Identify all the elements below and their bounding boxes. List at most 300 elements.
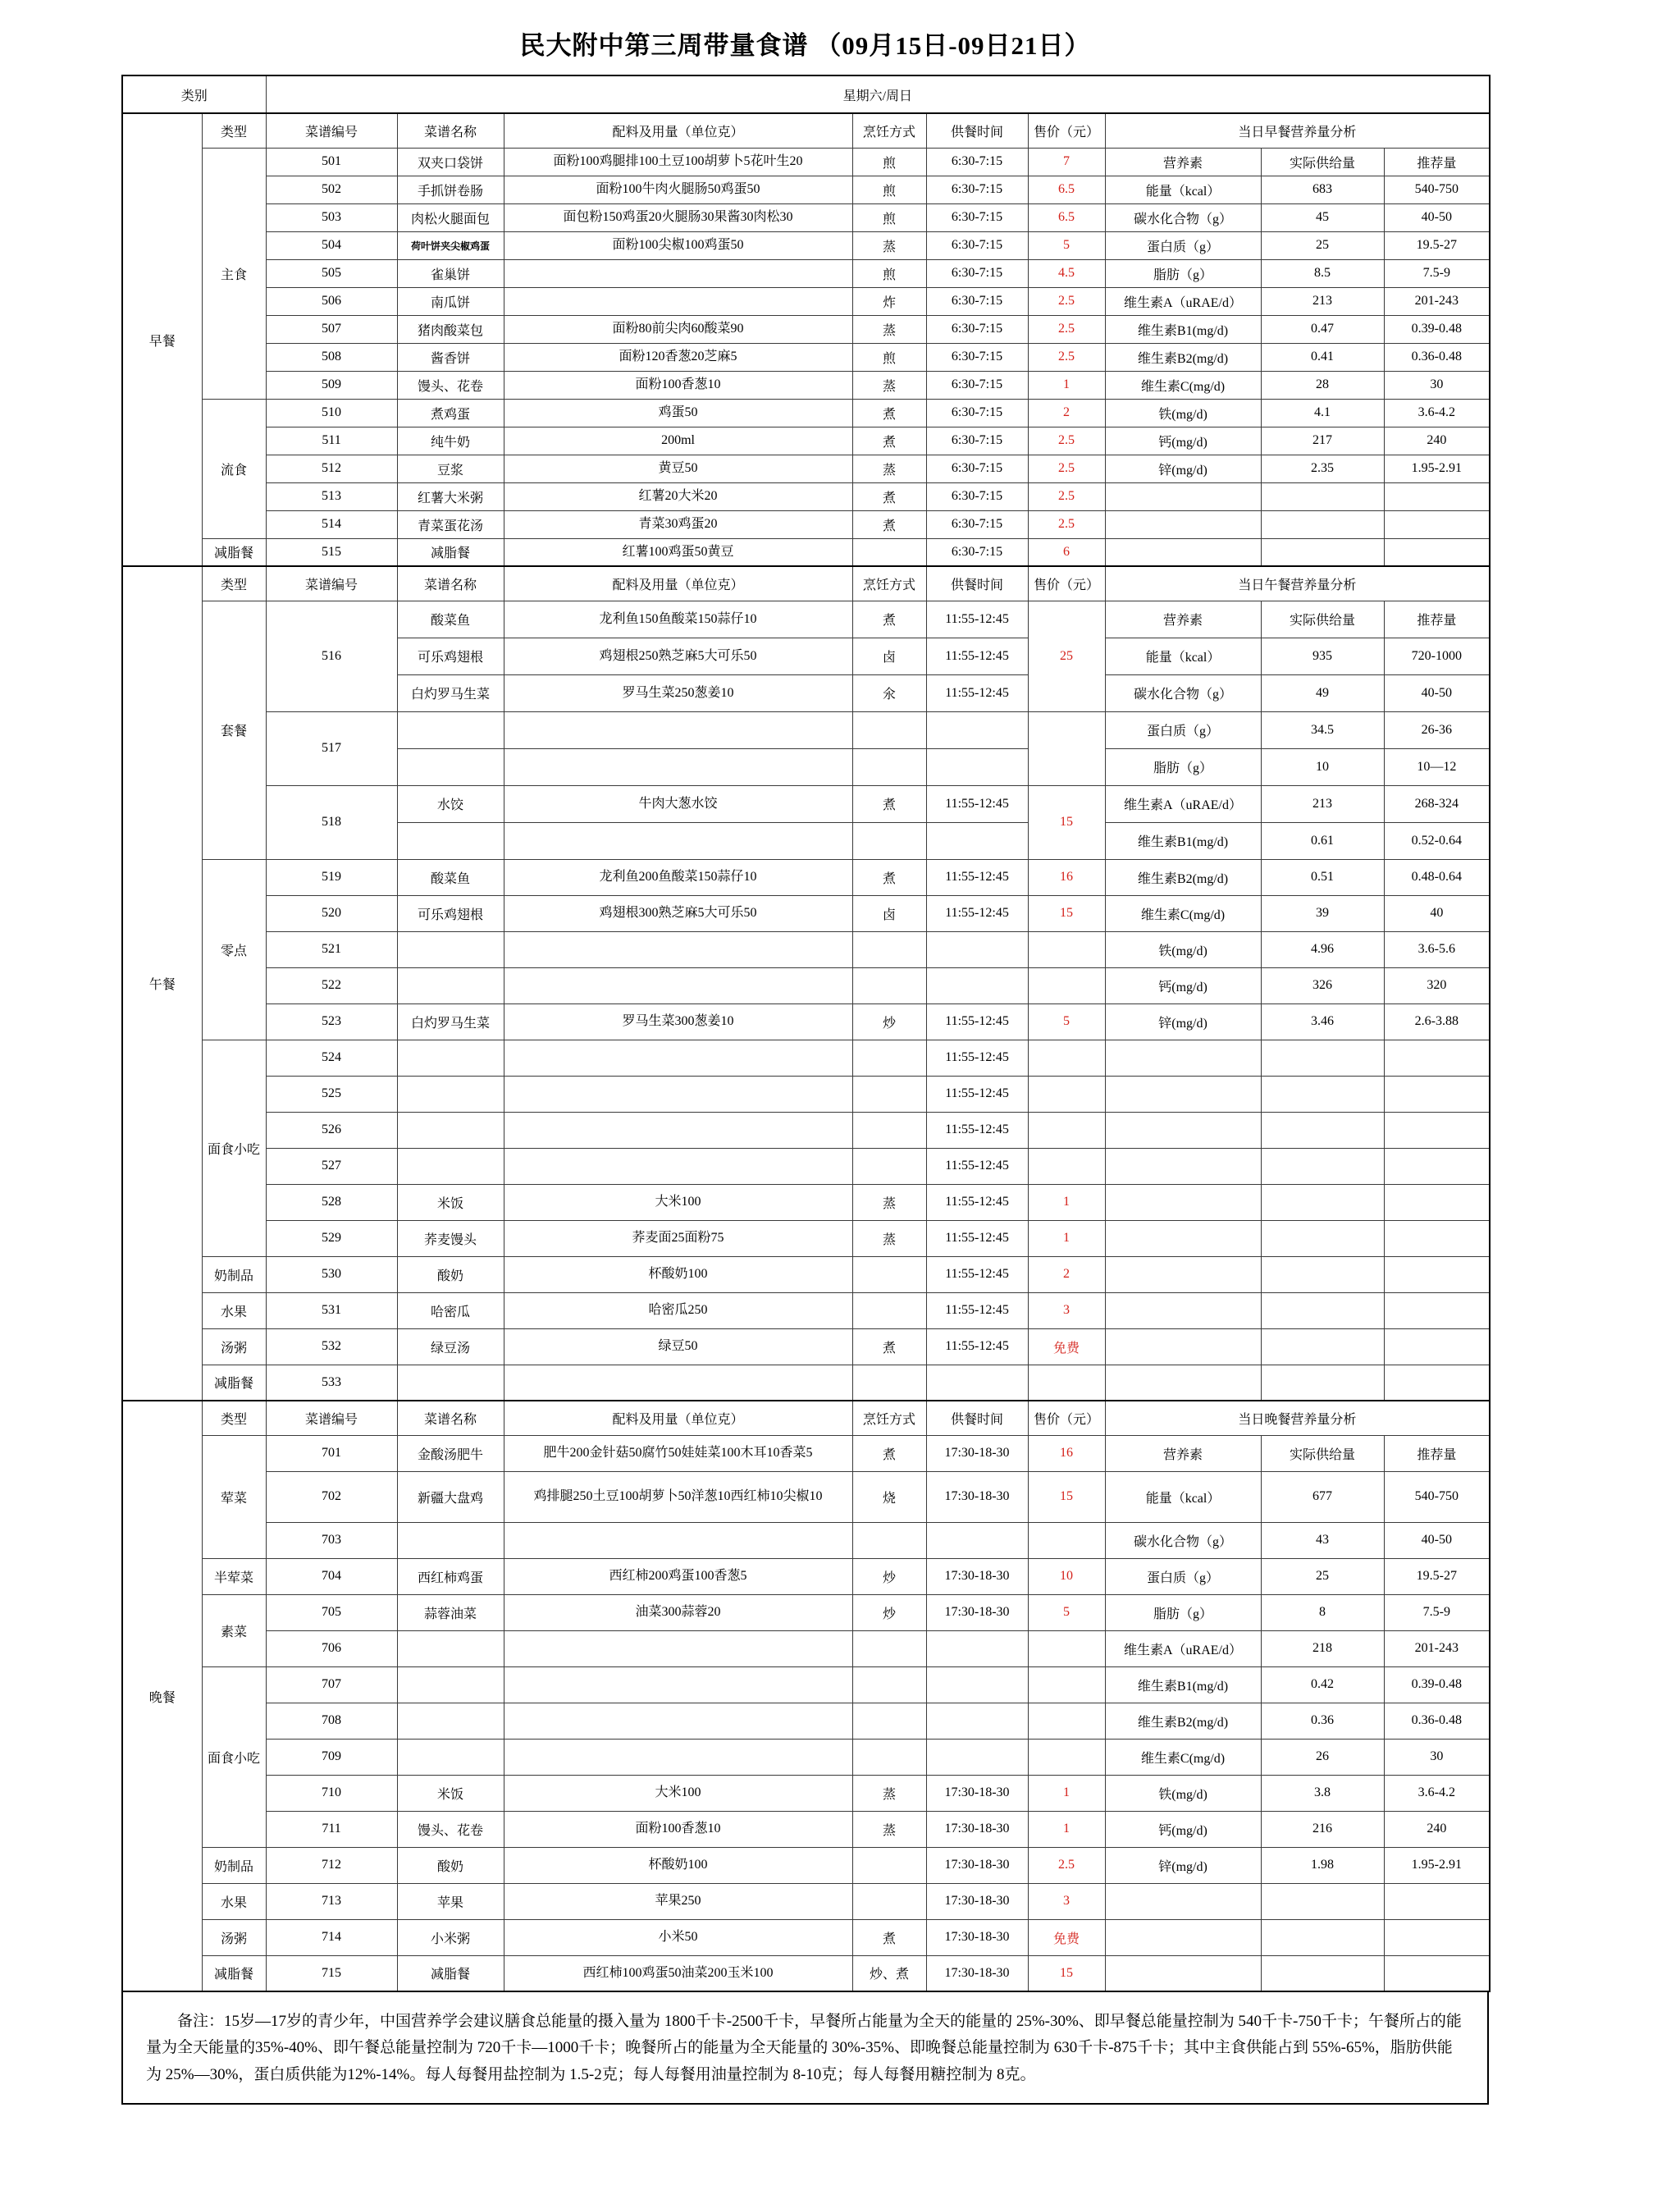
dish-name <box>397 748 504 785</box>
type-label: 水果 <box>202 1292 266 1328</box>
menu-row <box>122 1919 1490 1955</box>
price <box>1028 1076 1105 1112</box>
type-label: 奶制品 <box>202 1847 266 1883</box>
type-label: 汤粥 <box>202 1328 266 1365</box>
dish-name: 南瓜饼 <box>397 287 504 315</box>
serving-time: 17:30-18-30 <box>926 1811 1028 1847</box>
ingredients: 苹果250 <box>504 1883 852 1919</box>
nutrient-label: 铁(mg/d) <box>1105 931 1261 967</box>
nutrient-recommended: 720-1000 <box>1384 638 1490 674</box>
cooking-method <box>852 538 926 566</box>
menu-row <box>122 427 1490 455</box>
dish-name: 雀巢饼 <box>397 259 504 287</box>
section-header-row <box>122 566 1490 601</box>
serving-time <box>926 822 1028 859</box>
nutrient-recommended: 201-243 <box>1384 287 1490 315</box>
serving-time: 6:30-7:15 <box>926 287 1028 315</box>
dish-name: 馒头、花卷 <box>397 371 504 399</box>
type-label: 荤菜 <box>202 1435 266 1558</box>
nutrient-recommended: 40-50 <box>1384 203 1490 231</box>
nutrient-label: 维生素B2(mg/d) <box>1105 343 1261 371</box>
nutrient-actual <box>1261 1328 1384 1365</box>
cooking-method <box>852 1076 926 1112</box>
nutrient-recommended: 320 <box>1384 967 1490 1003</box>
column-header-time: 供餐时间 <box>926 1401 1028 1435</box>
price: 2.5 <box>1028 455 1105 482</box>
cooking-method: 蒸 <box>852 1220 926 1256</box>
dish-code: 513 <box>266 482 397 510</box>
menu-row <box>122 1522 1490 1558</box>
cooking-method: 煎 <box>852 259 926 287</box>
ingredients: 黄豆50 <box>504 455 852 482</box>
dish-code: 529 <box>266 1220 397 1256</box>
serving-time: 11:55-12:45 <box>926 1040 1028 1076</box>
serving-time <box>926 1522 1028 1558</box>
column-header-ingredients: 配料及用量（单位克） <box>504 566 852 601</box>
nutrient-recommended <box>1384 482 1490 510</box>
serving-time: 6:30-7:15 <box>926 399 1028 427</box>
cooking-method <box>852 1666 926 1703</box>
notes: 备注：15岁—17岁的青少年，中国营养学会建议膳食总能量的摄入量为 1800千卡-2500千卡，早餐所占能量为全天的能量的 25%-30%、即早餐总能量控制为 540千卡-750千卡；午餐所占的能量为全天能量的35%-40%、即午餐总能量控制为 720千卡—1000千卡；晚餐所占的能量为全天能量的 30%-35%、即晚餐总能量控制为 630千卡-875千卡；其中主食供能占到 55%-65%，脂肪供能为 25%—30%，蛋白质供能为12%-14%。每人每餐用盐控制为 1.5-2克；每人每餐用油量控制为 8-10克；每人每餐用糖控制为 8克。 <box>121 1992 1489 2105</box>
price <box>1028 1703 1105 1739</box>
dish-name: 可乐鸡翅根 <box>397 638 504 674</box>
price: 2 <box>1028 399 1105 427</box>
nutrient-label: 能量（kcal） <box>1105 638 1261 674</box>
serving-time <box>926 931 1028 967</box>
dish-code: 528 <box>266 1184 397 1220</box>
nutrient-recommended: 19.5-27 <box>1384 1558 1490 1594</box>
column-header-method: 烹饪方式 <box>852 1401 926 1435</box>
column-header-type: 类型 <box>202 566 266 601</box>
nutrient-recommended <box>1384 510 1490 538</box>
ingredients: 200ml <box>504 427 852 455</box>
nutrient-recommended: 1.95-2.91 <box>1384 455 1490 482</box>
nutrient-actual: 326 <box>1261 967 1384 1003</box>
price: 5 <box>1028 1003 1105 1040</box>
nutrient-actual <box>1261 1184 1384 1220</box>
dish-code: 517 <box>266 711 397 785</box>
nutrient-label: 能量（kcal） <box>1105 176 1261 203</box>
ingredients <box>504 1739 852 1775</box>
section-header-row <box>122 1401 1490 1435</box>
ingredients: 杯酸奶100 <box>504 1256 852 1292</box>
nutrient-actual: 实际供给量 <box>1261 601 1384 638</box>
column-header-time: 供餐时间 <box>926 113 1028 148</box>
serving-time: 11:55-12:45 <box>926 601 1028 638</box>
dish-name: 纯牛奶 <box>397 427 504 455</box>
nutrient-actual <box>1261 538 1384 566</box>
nutrient-actual: 1.98 <box>1261 1847 1384 1883</box>
menu-row <box>122 455 1490 482</box>
menu-row <box>122 859 1490 895</box>
nutrient-label: 维生素A（uRAE/d） <box>1105 1630 1261 1666</box>
nutrient-label <box>1105 1148 1261 1184</box>
nutrient-recommended: 0.48-0.64 <box>1384 859 1490 895</box>
dish-code: 506 <box>266 287 397 315</box>
nutrient-label <box>1105 1365 1261 1401</box>
cooking-method: 煮 <box>852 427 926 455</box>
serving-time: 11:55-12:45 <box>926 674 1028 711</box>
menu-row <box>122 1040 1490 1076</box>
meal-label: 早餐 <box>122 113 202 566</box>
menu-row <box>122 1220 1490 1256</box>
price <box>1028 1666 1105 1703</box>
nutrient-recommended: 540-750 <box>1384 1471 1490 1522</box>
price <box>1028 1739 1105 1775</box>
serving-time: 6:30-7:15 <box>926 455 1028 482</box>
serving-time: 6:30-7:15 <box>926 427 1028 455</box>
nutrient-actual: 4.96 <box>1261 931 1384 967</box>
column-header-name: 菜谱名称 <box>397 1401 504 1435</box>
ingredients <box>504 1076 852 1112</box>
serving-time: 6:30-7:15 <box>926 510 1028 538</box>
nutrient-label: 钙(mg/d) <box>1105 427 1261 455</box>
ingredients: 牛肉大葱水饺 <box>504 785 852 822</box>
price: 1 <box>1028 371 1105 399</box>
column-header-method: 烹饪方式 <box>852 113 926 148</box>
menu-row <box>122 343 1490 371</box>
price: 免费 <box>1028 1328 1105 1365</box>
nutrient-actual: 216 <box>1261 1811 1384 1847</box>
menu-row <box>122 371 1490 399</box>
ingredients <box>504 287 852 315</box>
dish-code: 709 <box>266 1739 397 1775</box>
ingredients <box>504 711 852 748</box>
column-header-type: 类型 <box>202 1401 266 1435</box>
type-label: 半荤菜 <box>202 1558 266 1594</box>
serving-time <box>926 1703 1028 1739</box>
nutrient-actual <box>1261 510 1384 538</box>
nutrient-actual: 25 <box>1261 1558 1384 1594</box>
dish-name: 米饭 <box>397 1775 504 1811</box>
nutrient-label: 脂肪（g） <box>1105 1594 1261 1630</box>
nutrient-recommended: 10—12 <box>1384 748 1490 785</box>
nutrient-label: 能量（kcal） <box>1105 1471 1261 1522</box>
nutrient-label: 维生素C(mg/d) <box>1105 895 1261 931</box>
dish-name: 白灼罗马生菜 <box>397 1003 504 1040</box>
price: 2.5 <box>1028 427 1105 455</box>
cooking-method: 蒸 <box>852 315 926 343</box>
dish-code: 519 <box>266 859 397 895</box>
meal-label: 午餐 <box>122 566 202 1401</box>
ingredients: 小米50 <box>504 1919 852 1955</box>
ingredients <box>504 822 852 859</box>
price: 2.5 <box>1028 1847 1105 1883</box>
serving-time <box>926 1630 1028 1666</box>
cooking-method <box>852 822 926 859</box>
ingredients <box>504 748 852 785</box>
ingredients: 油菜300蒜蓉20 <box>504 1594 852 1630</box>
menu-row <box>122 1847 1490 1883</box>
type-label: 面食小吃 <box>202 1666 266 1847</box>
dish-code: 530 <box>266 1256 397 1292</box>
serving-time: 11:55-12:45 <box>926 1112 1028 1148</box>
cooking-method <box>852 1522 926 1558</box>
serving-time: 6:30-7:15 <box>926 343 1028 371</box>
type-label: 零点 <box>202 859 266 1040</box>
nutrient-actual: 0.36 <box>1261 1703 1384 1739</box>
serving-time <box>926 1739 1028 1775</box>
nutrient-label <box>1105 1040 1261 1076</box>
serving-time <box>926 1666 1028 1703</box>
nutrient-label <box>1105 1256 1261 1292</box>
ingredients: 龙利鱼150鱼酸菜150蒜仔10 <box>504 601 852 638</box>
nutrient-recommended <box>1384 1256 1490 1292</box>
nutrient-actual: 218 <box>1261 1630 1384 1666</box>
serving-time: 11:55-12:45 <box>926 1292 1028 1328</box>
price: 1 <box>1028 1184 1105 1220</box>
page-title: 民大附中第三周带量食谱 （09月15日-09日21日） <box>519 31 1091 60</box>
cooking-method: 蒸 <box>852 455 926 482</box>
dish-code: 706 <box>266 1630 397 1666</box>
dish-code: 533 <box>266 1365 397 1401</box>
serving-time: 11:55-12:45 <box>926 785 1028 822</box>
dish-code: 702 <box>266 1471 397 1522</box>
dish-name <box>397 1739 504 1775</box>
menu-row <box>122 259 1490 287</box>
column-header-price: 售价（元） <box>1028 566 1105 601</box>
cooking-method: 煮 <box>852 601 926 638</box>
price: 6 <box>1028 538 1105 566</box>
nutrient-actual <box>1261 1955 1384 1991</box>
dish-code: 707 <box>266 1666 397 1703</box>
ingredients <box>504 1630 852 1666</box>
dish-name: 荷叶饼夹尖椒鸡蛋 <box>397 231 504 259</box>
menu-row <box>122 1811 1490 1847</box>
dish-code: 708 <box>266 1703 397 1739</box>
menu-row <box>122 1775 1490 1811</box>
cooking-method <box>852 1630 926 1666</box>
menu-row <box>122 1739 1490 1775</box>
ingredients <box>504 259 852 287</box>
cooking-method: 煮 <box>852 482 926 510</box>
nutrient-label: 维生素B2(mg/d) <box>1105 859 1261 895</box>
menu-row <box>122 538 1490 566</box>
ingredients: 西红柿100鸡蛋50油菜200玉米100 <box>504 1955 852 1991</box>
type-label: 减脂餐 <box>202 538 266 566</box>
menu-row <box>122 967 1490 1003</box>
menu-row <box>122 1558 1490 1594</box>
dish-code: 527 <box>266 1148 397 1184</box>
serving-time: 17:30-18-30 <box>926 1847 1028 1883</box>
ingredients: 哈密瓜250 <box>504 1292 852 1328</box>
ingredients: 面粉120香葱20芝麻5 <box>504 343 852 371</box>
nutrient-recommended: 7.5-9 <box>1384 259 1490 287</box>
dish-name: 豆浆 <box>397 455 504 482</box>
column-header-code: 菜谱编号 <box>266 1401 397 1435</box>
nutrient-actual: 0.51 <box>1261 859 1384 895</box>
nutrient-actual <box>1261 1220 1384 1256</box>
dish-name <box>397 1112 504 1148</box>
ingredients: 面粉100香葱10 <box>504 1811 852 1847</box>
column-header-code: 菜谱编号 <box>266 113 397 148</box>
dish-name: 水饺 <box>397 785 504 822</box>
menu-row <box>122 1003 1490 1040</box>
ingredients: 面粉100牛肉火腿肠50鸡蛋50 <box>504 176 852 203</box>
cooking-method: 蒸 <box>852 1775 926 1811</box>
dish-name <box>397 967 504 1003</box>
menu-row <box>122 1666 1490 1703</box>
price: 3 <box>1028 1883 1105 1919</box>
price: 1 <box>1028 1811 1105 1847</box>
nutrient-label: 锌(mg/d) <box>1105 1003 1261 1040</box>
nutrient-actual: 实际供给量 <box>1261 148 1384 176</box>
column-header-ingredients: 配料及用量（单位克） <box>504 1401 852 1435</box>
ingredients: 肥牛200金针菇50腐竹50娃娃菜100木耳10香菜5 <box>504 1435 852 1471</box>
dish-code: 503 <box>266 203 397 231</box>
nutrient-recommended: 3.6-5.6 <box>1384 931 1490 967</box>
dish-code: 512 <box>266 455 397 482</box>
nutrient-label <box>1105 1220 1261 1256</box>
dish-name: 西红柿鸡蛋 <box>397 1558 504 1594</box>
nutrient-actual: 683 <box>1261 176 1384 203</box>
type-label: 套餐 <box>202 601 266 859</box>
dish-code: 714 <box>266 1919 397 1955</box>
nutrient-label: 维生素B1(mg/d) <box>1105 822 1261 859</box>
serving-time <box>926 711 1028 748</box>
ingredients: 龙利鱼200鱼酸菜150蒜仔10 <box>504 859 852 895</box>
column-header-code: 菜谱编号 <box>266 566 397 601</box>
nutrient-recommended: 540-750 <box>1384 176 1490 203</box>
dish-name: 小米粥 <box>397 1919 504 1955</box>
nutrient-recommended: 40 <box>1384 895 1490 931</box>
price <box>1028 1148 1105 1184</box>
serving-time: 11:55-12:45 <box>926 895 1028 931</box>
nutrient-recommended <box>1384 1328 1490 1365</box>
dish-name: 苹果 <box>397 1883 504 1919</box>
menu-row <box>122 1435 1490 1471</box>
nutrient-label: 钙(mg/d) <box>1105 967 1261 1003</box>
price: 15 <box>1028 895 1105 931</box>
nutrient-label: 脂肪（g） <box>1105 748 1261 785</box>
nutrient-recommended: 240 <box>1384 427 1490 455</box>
cooking-method <box>852 1148 926 1184</box>
cooking-method: 煮 <box>852 510 926 538</box>
price: 2.5 <box>1028 482 1105 510</box>
price: 3 <box>1028 1292 1105 1328</box>
nutrient-actual: 213 <box>1261 287 1384 315</box>
nutrient-recommended <box>1384 1184 1490 1220</box>
nutrient-label: 维生素B1(mg/d) <box>1105 1666 1261 1703</box>
nutrient-recommended: 26-36 <box>1384 711 1490 748</box>
menu-row <box>122 1471 1490 1522</box>
column-header-price: 售价（元） <box>1028 1401 1105 1435</box>
nutrient-actual: 217 <box>1261 427 1384 455</box>
dish-name: 酱香饼 <box>397 343 504 371</box>
nutrient-actual <box>1261 482 1384 510</box>
category-header: 类别 <box>122 75 266 113</box>
cooking-method: 炸 <box>852 287 926 315</box>
price: 1 <box>1028 1220 1105 1256</box>
dish-code: 711 <box>266 1811 397 1847</box>
analysis-title: 当日午餐营养量分析 <box>1105 566 1490 601</box>
price <box>1028 711 1105 785</box>
serving-time <box>926 748 1028 785</box>
serving-time: 11:55-12:45 <box>926 1076 1028 1112</box>
menu-row <box>122 1594 1490 1630</box>
price: 5 <box>1028 231 1105 259</box>
ingredients <box>504 1148 852 1184</box>
cooking-method <box>852 1040 926 1076</box>
ingredients: 鸡翅根300熟芝麻5大可乐50 <box>504 895 852 931</box>
menu-row <box>122 399 1490 427</box>
nutrient-label: 碳水化合物（g） <box>1105 1522 1261 1558</box>
price <box>1028 1522 1105 1558</box>
serving-time: 11:55-12:45 <box>926 1256 1028 1292</box>
menu-row <box>122 287 1490 315</box>
menu-row <box>122 1184 1490 1220</box>
nutrient-actual: 3.8 <box>1261 1775 1384 1811</box>
nutrient-recommended: 2.6-3.88 <box>1384 1003 1490 1040</box>
nutrient-label <box>1105 482 1261 510</box>
serving-time: 6:30-7:15 <box>926 538 1028 566</box>
nutrient-recommended: 1.95-2.91 <box>1384 1847 1490 1883</box>
ingredients: 面粉100尖椒100鸡蛋50 <box>504 231 852 259</box>
ingredients: 红薯100鸡蛋50黄豆 <box>504 538 852 566</box>
nutrient-recommended: 7.5-9 <box>1384 1594 1490 1630</box>
type-label: 流食 <box>202 399 266 538</box>
nutrient-label: 脂肪（g） <box>1105 259 1261 287</box>
nutrient-recommended: 0.39-0.48 <box>1384 315 1490 343</box>
price: 5 <box>1028 1594 1105 1630</box>
dish-code: 712 <box>266 1847 397 1883</box>
nutrient-actual: 25 <box>1261 231 1384 259</box>
dish-name: 酸奶 <box>397 1847 504 1883</box>
dish-code: 502 <box>266 176 397 203</box>
nutrient-actual: 8.5 <box>1261 259 1384 287</box>
serving-time: 11:55-12:45 <box>926 1003 1028 1040</box>
nutrient-actual: 实际供给量 <box>1261 1435 1384 1471</box>
nutrient-actual: 8 <box>1261 1594 1384 1630</box>
dish-name: 青菜蛋花汤 <box>397 510 504 538</box>
nutrient-label: 维生素C(mg/d) <box>1105 371 1261 399</box>
nutrient-label: 蛋白质（g） <box>1105 231 1261 259</box>
nutrient-label <box>1105 1955 1261 1991</box>
type-label: 素菜 <box>202 1594 266 1666</box>
nutrient-label <box>1105 1076 1261 1112</box>
menu-row <box>122 1292 1490 1328</box>
nutrient-recommended: 30 <box>1384 1739 1490 1775</box>
nutrient-actual: 4.1 <box>1261 399 1384 427</box>
cooking-method: 煎 <box>852 176 926 203</box>
dish-name: 蒜蓉油菜 <box>397 1594 504 1630</box>
ingredients: 罗马生菜250葱姜10 <box>504 674 852 711</box>
menu-row <box>122 1955 1490 1991</box>
nutrient-label: 维生素A（uRAE/d） <box>1105 785 1261 822</box>
dish-code: 522 <box>266 967 397 1003</box>
column-header-method: 烹饪方式 <box>852 566 926 601</box>
nutrient-label: 铁(mg/d) <box>1105 1775 1261 1811</box>
dish-name: 减脂餐 <box>397 538 504 566</box>
nutrient-actual: 0.42 <box>1261 1666 1384 1703</box>
type-label: 面食小吃 <box>202 1040 266 1256</box>
nutrient-recommended: 40-50 <box>1384 674 1490 711</box>
nutrient-label: 维生素C(mg/d) <box>1105 1739 1261 1775</box>
dish-code: 710 <box>266 1775 397 1811</box>
dish-name: 酸奶 <box>397 1256 504 1292</box>
dish-code: 526 <box>266 1112 397 1148</box>
cooking-method <box>852 1292 926 1328</box>
serving-time: 17:30-18-30 <box>926 1558 1028 1594</box>
menu-row <box>122 315 1490 343</box>
dish-name <box>397 1365 504 1401</box>
cooking-method <box>852 1365 926 1401</box>
column-header-name: 菜谱名称 <box>397 113 504 148</box>
ingredients: 绿豆50 <box>504 1328 852 1365</box>
dish-name: 绿豆汤 <box>397 1328 504 1365</box>
nutrient-recommended: 268-324 <box>1384 785 1490 822</box>
dish-code: 701 <box>266 1435 397 1471</box>
